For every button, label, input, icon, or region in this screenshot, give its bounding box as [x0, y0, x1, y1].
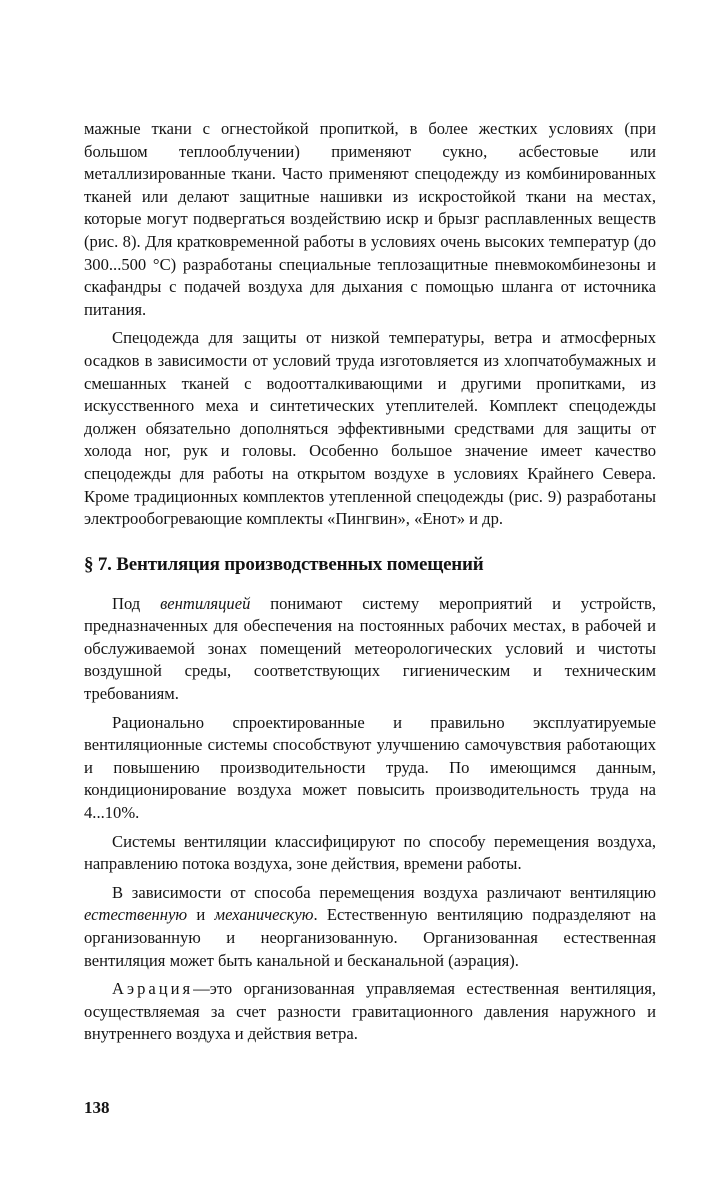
page-number: 138: [84, 1098, 110, 1117]
section-heading: § 7. Вентиляция производственных помещений: [84, 553, 484, 575]
term-mechanical: механическую: [214, 905, 314, 925]
paragraph-cold-protection: Спецодежда для защиты от низкой температуры, ветра и атмосферных осадков в зависимости от условий труда изготовляется из хлопчатобумажных и смешанных тканей с водоотталкивающими и другими пропитками, из искусственного меха и синтетических утеплителей. Комплект спецодежды должен обязательно дополняться эффективными средствами для защиты от холода ног, рук и головы. Особенно большое значение имеет качество спецодежды для работы на открытом воздухе в условиях Крайнего Севера. Кроме традиционных комплектов утепленной спецодежды (рис. 9) разработаны электрообогревающие комплекты «Пингвин», «Енот» и др.: [84, 328, 656, 529]
paragraph-continuation: мажные ткани с огнестойкой пропиткой, в более жестких условиях (при большом теплооблучении) применяют сукно, асбестовые или металлизированные ткани. Часто применяют спецодежду из комбинированных тканей или делают защитные нашивки из искростойкой ткани на местах, которые могут подвергаться воздействию искр и брызг расплавленных веществ (рис. 8). Для кратковременной работы в условиях очень высоких температур (до 300...500 °С) разработаны специальные теплозащитные пневмокомбинезоны и скафандры с подачей воздуха для дыхания с помощью шланга от источника питания.: [84, 119, 656, 319]
term-natural: естественную: [84, 905, 188, 925]
paragraph-productivity: Рационально спроектированные и правильно эксплуатируемые вентиляционные системы способствуют улучшению самочувствия работающих и повышению производительности труда. По имеющимся данным, кондиционирование воздуха может повысить производительность труда на 4...10%.: [84, 712, 656, 823]
term-ventilation: вентиляцией: [160, 593, 251, 613]
page-body: [84, 118, 656, 1046]
paragraph-classification: Системы вентиляции классифицируют по способу перемещения воздуха, направлению потока воздуха, зоне действия, времени работы.: [84, 831, 656, 874]
term-aeration: Аэрация: [112, 979, 194, 999]
paragraph-aeration: Аэрация—это организованная управляемая естественная вентиляция, осуществляемая за счет разности гравитационного давления наружного и внутреннего воздуха и действия ветра.: [84, 979, 656, 1044]
paragraph-natural-mechanical: В зависимости от способа перемещения воздуха различают вентиляцию естественную и механическую. Естественную вентиляцию подразделяют на организованную и неорганизованную. Организованная естественная вентиляция может быть канальной и бесканальной (аэрация).: [84, 882, 656, 970]
paragraph-ventilation-definition: Под вентиляцией понимают систему мероприятий и устройств, предназначенных для обеспечения на постоянных рабочих местах, в рабочей и обслуживаемой зонах помещений метеорологических условий и чистоты воздушной среды, соответствующих гигиеническим и техническим требованиям.: [84, 593, 656, 704]
